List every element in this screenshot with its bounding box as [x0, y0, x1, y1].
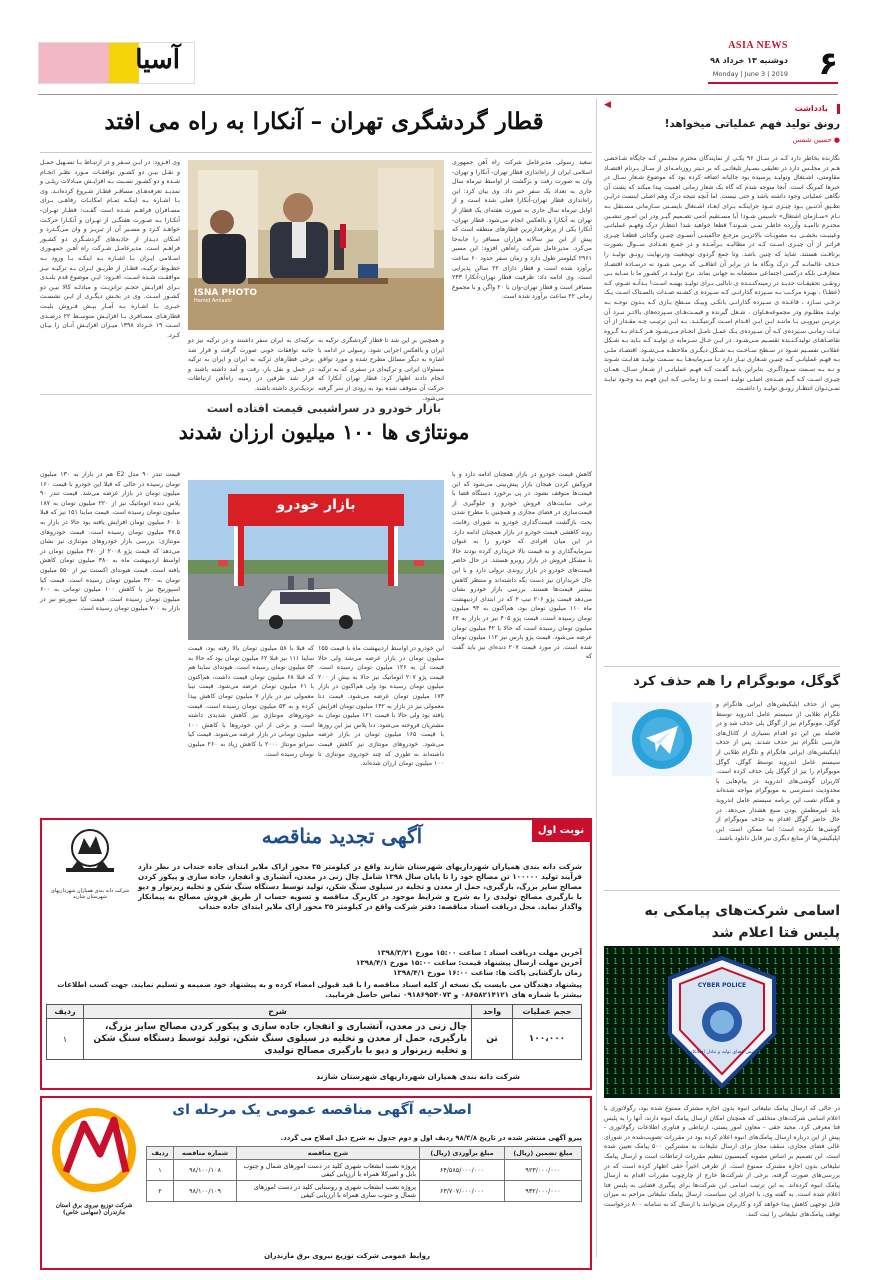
photo-credit-main: ISNA PHOTO [194, 288, 258, 298]
note-title: رونق تولید فهم عملیاتی میخواهد! [664, 118, 840, 130]
triangle-icon: ◀ [604, 100, 611, 110]
ad2-logo-caption: شرکت توزیع نیروی برق استان مازندران (سهامی خاص) [55, 1202, 133, 1216]
ad2-td: ۶۳/۷۰۷/۰۰۰/۰۰۰ [420, 1181, 505, 1202]
masthead-bottom-rule [38, 94, 838, 95]
logo-stripe-pink [39, 43, 109, 83]
car-col2: این خودرو در اواسط اردیبهشت ماه با قیمت ۱۵۵ میلیون تومان در بازار عرضه می‌شد ولی حالا قیمت آن به ۱۲۶ میلیون تومان رسیده است. قیمت پژو ۲۰۷ اتوماتیک نیز حالا به بیش از ۲۰۰ میلیون تومان رسیده بود ولی هم‌اکنون در بازار ۱۷۳ میلیون تومان عرضه می‌شود. قیمت دنا معمولی نیز در بازار به ۱۴۲ میلیون تومان افزایش یافته بود ولی حالا با قیمت ۱۲۱ میلیون تومان به مشتریان فروخته می‌شود. دنا پلاس نیز این روزها با قیمت ۱۶۵ میلیون تومان در بازار عرضه می‌شود. خودروهای مونتاژی نیز کاهش قیمت داشته‌اند به طوری که چند خودروی مونتاژی تا ۱۰۰ میلیون تومان ارزان شده‌اند. [318, 645, 445, 768]
ad2-td: ۹۸/۱۰۰/۱۰۹ [174, 1181, 237, 1202]
ad2-th: شرح مناقصه [237, 1147, 420, 1160]
ad-body: شرکت دانه بندی همیاران شهرداریهای شهرستان شازند واقع در کیلومتر ۳۵ محور اراک ملایر ابتدای جاده خنداب در نظر دارد فرآیند تولید ۱۰۰۰۰۰ تن مصالح خود را تا پایان سال ۱۳۹۸ شامل چال زنی در معدن، آتشباری و انفجار، جاده سازی و پیکور کردن مصالح سایز بزرگ، بارگیری، حمل از معدن و تخلیه در سیلوی سنگ شکن، تولید توسط دستگاه سنگ شکن و تخلیه زیرنوار و دپو با بارگیری مصالح تولیدی را به شرح و شرایط موجود در کاربرگ مناقصه و تسویه حساب از طریق فروش مصالح به پیمانکار واگذار نماید. محل دریافت اسناد مناقصه: دفتر شرکت واقع در کیلومتر ۳۵ محور اراک ملایر ابتدای جاده خنداب [138, 862, 583, 911]
tender-ad [40, 818, 592, 1090]
logo-box [38, 42, 195, 84]
ad-td: ۱ [47, 1019, 84, 1060]
ad2-td: ۹۸/۱۰۰/۱۰۸ [174, 1160, 237, 1181]
ad2-title: اصلاحیه آگهی مناقصه عمومی یک مرحله ای [172, 1102, 472, 1118]
ad-table [46, 1004, 582, 1060]
telegram-title: گوگل، موبوگرام را هم حذف کرد [633, 674, 840, 689]
ad-tag: نوبت اول [532, 820, 590, 842]
police-title: اسامی شرکت‌های پیامکی به پلیس فتا اعلام شد [644, 903, 840, 941]
ad-table-header [47, 1005, 582, 1019]
section-label-text: یادداشت [794, 104, 828, 113]
author-dot-icon: ● [833, 136, 840, 144]
ad2-td: ۱ [147, 1160, 174, 1181]
table-row [47, 1019, 582, 1060]
table-row [147, 1181, 582, 1202]
main-photo-caption: ترکیه‌ای به ایران سفر داشتند و در ترکیه نیز دو جانبه توافقات خوبی صورت گرفت و قرار شد برخی قطارهای ترکیه به ایران و ایران به ترکیه در حمل و نقل بار، رفت و آمد داشته باشند و قرار شد طرفین در زمینه راه‌آهن ارتباطات نزدیک‌تری داشته باشند. [188, 337, 314, 392]
section-marker-icon [837, 104, 840, 114]
main-col2: وی افـزود: در ایـن سـفر و در ارتبـاط بـا تسـهیل حمـل و نقـل بیـن دو کشـور توافقـات مـورد نظـر انجـام شـده و دو کشـور نسـبت بـه افزایـش مبـادلات ریلـی و تمدیـد تعرفه‌هـای مسافـر قطـار شـروع کرده‌انـد. وی بـا اشـاره بـه اینکـه تمـام امکانـات رفاهـی بـرای مسـافران فراهـم شـده است گفـت: قطـار تهـران-آنکـارا بـه صـورت هفتگـی از تهـران و آنکـارا حرکـت خواهـد کـرد و مسـیر آن از تبریـز و وان می‌گـذرد و امـکان دیـدار از جاذبه‌های گردشـگری دو کشـور فراهـم است. مدیرعامـل شـرکت راه آهـن جمهـوری اسـلامی ایـران بـا اشـاره بـه اینکـه بـا ورود بـه خطـوط ترکیـه، قطـار از طریـق ایـران بـه ترکیـه نیـز موافقـت شـده اسـت، افـزود: ایـن موضوع قدم بلنـدی بـرای افزایـش حجـم ترانزیـت و مبادلـه کالا بیـن دو کشـور اسـت. وی در بخـش دیگـری از ایـن نشسـت خبـری بـا اشـاره بـه آمـار بیـش فـروش بلیـت قطارهـای مسـافری بـا افزایـش متوسـط ۲۲ درصـدی اسـت ۱۹ خـرداد ۱۳۹۸ میـزان افزایـش آنـان را بیـان کـرد. [40, 159, 181, 339]
police-badge-top: CYBER POLICE [697, 982, 747, 989]
ad-th: حجم عملیات [513, 1005, 582, 1019]
amendment-ad [40, 1096, 592, 1270]
photo-credit [194, 288, 257, 304]
ad-logo-caption: شرکت دانه بندی همیاران شهرداریهای شهرستان شازند [50, 888, 130, 900]
main-headline: قطار گردشگری تهران – آنکارا به راه می افتد [104, 108, 544, 135]
ad2-td: ۹۳۲/۰۰۰/۰۰۰ [505, 1181, 582, 1202]
brand-en: ASIA NEWS [728, 40, 788, 51]
ad-date-3: زمان بازگشایی پاکت ها: ساعت ۱۶:۰۰ مورخ ۱۳۹۸/۴/۱ [393, 968, 582, 977]
car-headline: مونتاژی ها ۱۰۰ میلیون ارزان شدند [178, 420, 470, 444]
ad-date-2: آخرین مهلت ارسال پیشنهاد قیمت: ساعت ۱۵:۰۰ مورخ ۱۳۹۸/۴/۱ [355, 958, 582, 967]
logo-text: آسیا [135, 45, 180, 75]
ad2-th: مبلغ برآوردی (ریال) [420, 1147, 505, 1160]
ad-note: پیشنهاد دهندگان می بایست یک نسخه از کلیه اسناد مناقصه را با قید قبولی امضاء کرده و به پیشنهاد خود ضمیمه و تسلیم نمایند. جهت کسب اطلاعات بیشتر با شماره های ۰۸۶۵۸۲۱۴۱۲۱ و ۰۹۱۸۶۹۵۴۰۷۳ تماس حاصل فرمایید. [57, 980, 582, 999]
ad2-td: ۶۴/۵۸۵/۰۰۰/۰۰۰ [420, 1160, 505, 1181]
divider [604, 890, 840, 891]
note-body: نگارنده بخاطر دارد کـه در سـال ۹۶ یکـی از نمایندگان محترم مجلـس کـه جایگاه شـاخصی هـم در مجلـس دارد در تعلیقی بسـیار تلیغاتـی که بر تـیتر روزنامـه‌ای از سـال بـرنام اقتصـاد مقاومتی، اشـتغال وتولیـد پرسیده بود جالبانه اضافه کرده بود که موضوع شـعار سـال در خبرها کمرنگ است. آنجا متوجه شدم که گاه یک شعار زمانی اهمیت پیدا میکند که پشت آن نگاهی عملیاتی وجود داشته باشد و حتی نیست. اما آنچه نتیجه درک وهم اصلی اینست درایـن تطـیق آذتنـین بـود چیـزی تنـود جزاینکـه بـرای ابعـاد اشـتغال بایسـتی سـازمانی مسـتقل بـه نـام «سـازمان اشتغال» تاسیس شـود! آیا مسـتقیم آدمی تصـمیم گیـر ودر این امـور تنشـین محتـرم ناامیـد وآزرده خاطـر نمـی شـوند؟ قطعا خواهید شد! انتظـار درک وفهـم عملیاتـی وعینیـت بخشـی بـه مصوبـات بالاتریـن مرجـع حاکمیتـی آنسـوی چنیـن وگذاتی قطعـا چیـزی فراتـر از آن چیـزی اسـت کـه در مطالبـه بـرآمـده و در جمـع تعـدادی ســوال بصورت برتافـت هستند. شاید که چنین باشد. وتا جمع گردوی تویجعیت ودرنهایت رونـق تولیـد را حـذف عالمانـه گـر درک ونگاه ما در برابر آن اتفاقـی که برمی شـود نه درسـاده اقتصـاد متعارفـی بلکه درکسی اجتماعی منصفانه به جهانی بماند. نرخ تولیـد در کشـور ما با سـایه بـی رونقـی تحقیقـات جدیـد در زمینه‌کنـنـده ی نابالبی بـرای تولیـد بهینـه اسـت! بـدآنـه شـوم، کـه (عطـا) ، بهـره مرکـب بـه سـپرده گذارانـی کـه سـپرده ی کشـنه صـدات بالسـتاک اسـت یـک نرخـی سـازد ، قاعـده ی سـپرده گذارانـی بانکـی وبیـک سـطح بـازی کـه بـدون توجـه بـه تولیـد مطلـوم ودر مجموعه‌هـاوان ، شـغل گیرنده و قیمـت‌هـای سـپرده‌های بالاتـر نبـرد آن برتریـن نیرویـی بـا ماننـد ایـن ایـن اقـدام اسـت گرنتیکـنـد. بـه ایـن ترتیـب چـه مقـدار از آن ثبـات زمانـی سـپرده‌ی کـه آن سـپرده‌ی یـک عمـل تامـل انجـام مـی‌شـود هـر کـدام بـه گـروه تقاضـا‌هـای تولیدکـنـنده تقسـیم مـی‌شـود. در ایـن حـال سـرمایه ی تولیـد کـه بـاید بـه شـکل عقلانـی تقسـیم شـود در سـطح سـاخـت بـه شـکل دیگـری ملاحظـه مـی‌شـود. اقتصـاد ملـی بـه فهـم عملیاتـی کـه چنیـن شـعاری نیـاز دارد تـا سـرمایه‌هـا بـه سـمت تولیـد هدایـت شـوند و نـه بـه سـمت سـوداگـری. بنابراین بایـد گفـت کـه فهـم عملیاتـی از شـعار سـال، همـان چیـزی اسـت کـه گـم شـده‌ی اصلـی تولیـد اسـت و تـا زمانـی کـه ایـن فهـم بـه وجـود نیایـد نمـی‌تـوان انتظـار رونـق تولیـد را داشـت. [604, 155, 840, 393]
car-col3: که قبلا با ۵۸ میلیون تومان بالا رفته بود، قیمت ساینا ۱۱۱ نیز قبلا ۶۲ میلیون تومان بود که حالا به ۵۴ میلیون تومان رسیده است. هیوندای ساینا هم که قبلا ۶۸ میلیون تومان قیمت داشت، هم‌اکنون با ۶۱ میلیون تومان عرضه می‌شود. قیمت تیبا معمولی نیز در بازار ۷ میلیون تومان کاهش پیدا کرده و به ۵۳ میلیون تومان رسیده است. قیمت خودروهای مونتاژی نیز کاهش شدیدی داشته است و برخی از این خودروها با کاهش ۱۰۰ میلیون تومانی در بازار عرضه می‌شوند. قیمت کیا سراتو مونتاژ ۲۰۰۰ با کاهش زیاد به ۲۶۰ میلیون تومان رسیده است. [188, 645, 314, 758]
ad-logo [48, 824, 132, 900]
ad2-logo [46, 1102, 142, 1262]
ad-th: واحد [472, 1005, 513, 1019]
ad2-footer: روابط عمومی شرکت توزیع نیروی برق مازندران [264, 1252, 430, 1260]
masthead-rule [708, 82, 838, 84]
page-number: ۶ [818, 44, 838, 82]
ad2-td: ۲ [147, 1181, 174, 1202]
cyber-police-image [604, 946, 840, 1098]
telegram-body: پس از حذف اپلیکیشن‌های ایرانی هاتگرام و تلگرام طلایی از سیستم عامل اندروید توسط گوگل، موبوگرام نیز از گوگل پلی حذف شد و در فاصله بین این دو اقدام بسیاری از کانال‌های فارسی تلگرام نیز حذف شدند. پس از حذف اپلیکیشن‌های ایرانی هاتگرام و تلگرام طلایی از سیستم عامل اندروید توسط گوگل، گوگل موبوگرام را نیز از گوگل پلی حذف کرده است. کاربران گوشی‌های اندروید در پیام‌هایی با محدودیت دسترسی به موبوگرام مواجه شده‌اند و هنگام نصب این برنامه سیستم عامل اندروید باید غیرمطمئن بودن منبع هشدار می‌دهد. در حال حاضر گوگل اقدام به حذف موبوگرام از گوشی‌ها نکرده است؛ اما ممکن است این اپلیکیشن‌ها از منابع دیگری نیز قابل دانلود باشند. [716, 701, 840, 843]
photo-credit-sub: Hamid Amlashi [194, 298, 232, 304]
main-col-mid: و همچنین بر این شد تا قطار گردشگری ترکیه به ایران و بالعکس اجرایی شود. رسولی در ادامه با اشاره به دیگر مسائل مطرح شده و مورد توافق مسئولان ایرانی و ترکیه‌ای در سفری که به ترکیه انجام دادند اظهار کرد: قطار تهران آنکارا که حرکت آن متوقف شده بود به زودی از سر گرفته می‌شود. [318, 337, 444, 402]
ad-th: شرح [84, 1005, 472, 1019]
ad2-table [146, 1146, 582, 1202]
ad-footer: شرکت دانه بندی همیاران شهرداریهای شهرستان شازند [316, 1072, 520, 1081]
divider [604, 666, 840, 667]
ad2-td: پروژه نصب انشعاب شهری کلید در دست امورهای شمال و جنوب بابل و امیرکلا همراه با ارزیابی کیفی [237, 1160, 420, 1181]
ad-td: چال زنی در معدن، آتشباری و انفجار، جاده سازی و پیکور کردن مصالح سایز بزرگ، بارگیری، حمل از معدن و تخلیه در سیلوی سنگ شکن، تولید توسط دستگاه سنگ شکن و تخلیه زیرنوار و دپو با بارگیری مصالح تولیدی [84, 1019, 472, 1060]
ad2-td: ۹۲۳/۰۰۰/۰۰۰ [505, 1160, 582, 1181]
main-col1: سعید رسولی مدیرعامل شرکت راه آهن جمهوری اسلامی ایران از راه‌اندازی قطار تهران- آنکارا و تهران-وان به صورت رفت و برگشت از اواسط تیرماه سال جاری به تعداد یک سفر خبر داد. وی بیان کرد: این راه‌اندازی قطار تهران-آنکارا فعلی شده است و از اوایل تیرماه سال جاری به صورت هفته‌ای یک قطار از تهران به آنکارا و بالعکس انجام می‌شود. قطار تهران-آنکارا یکی از پرطرفدارترین قطارهای منطقه است که پیش از این نیز سالانه هزاران مسافر را جابه‌جا می‌کرد. مدیرعامل شرکت راه‌آهن افزود: این مسیر ۲۹۶۱ کیلومتر طول دارد و زمان سفر حدود ۶۰ ساعت برآورد شده است و قطار دارای ۲۲ سالن پذیرایی است. وی ادامه داد: ظرفیت قطار تهران-آنکارا ۲۴۳ مسافر است و قطار تهران-وان با ۲۰ واگن و با مجموع زمانی ۲۲ ساعت برآورد شده است. [452, 159, 592, 301]
car-photo [188, 480, 444, 640]
car-kicker: بازار خودرو در سراشیبی قیمت افتاده است [206, 402, 442, 415]
main-photo [188, 160, 444, 330]
divider [40, 394, 592, 395]
author-name: حسین شمس [792, 136, 832, 144]
issue-date-fa: دوشنبه ۱۳ خرداد ۹۸ [710, 56, 788, 65]
ad-date-1: آخرین مهلت دریافت اسناد : ساعت ۱۵:۰۰ مورخ ۱۳۹۸/۳/۲۱ [376, 948, 582, 957]
section-label [604, 98, 840, 112]
note-author [604, 136, 840, 144]
ad-title: آگهی تجدید مناقصه [261, 824, 423, 848]
ad2-td: پروژه نصب انشعاب شهری و روستایی کلید در دست امورهای شمال و جنوب ساری همراه با ارزیابی کیفی [237, 1181, 420, 1202]
right-column [604, 96, 840, 1280]
ad-td: ۱۰۰،۰۰۰ [513, 1019, 582, 1060]
column-separator [596, 98, 597, 1258]
ad-td: تن [472, 1019, 513, 1060]
divider [40, 152, 592, 153]
ad2-table-header [147, 1147, 582, 1160]
ad-th: ردیف [47, 1005, 84, 1019]
masthead [0, 0, 896, 96]
ad2-subtitle: پیرو آگهی منتشر شده در تاریخ ۹۸/۳/۸ ردیف اول و دوم جدول به شرح ذیل اصلاح می گردد. [280, 1134, 582, 1142]
car-photo-sign: بازار خودرو [276, 497, 356, 513]
ad2-th: شماره مناقصه [174, 1147, 237, 1160]
car-col1: کاهش قیمت خودرو در بازار همچنان ادامه دارد و با فروکش کردن هیجان بازار پیش‌بینی می‌شود که این قیمت‌ها متوقف نشود. در پی برخورد دستگاه قضا با برخی سایت‌های فروش خودرو و جلوگیری از قیمت‌سازی در فضای مجازی و همچنین با مطرح شدن بحث بازگشت قیمت‌گذاری خودرو به شورای رقابت، روند کاهشی قیمت خودرو در بازار همچنان ادامه دارد. در این میان افرادی که خودرو را به عنوان سرمایه‌گذاری و به قیمت بالا خریداری کرده بودند حالا با مشکل فروش در بازار روبرو هستند. در حال حاضر قیمت‌های خودرو در بازار روندی نزولی دارد و با این حال خریداران نیز دست نگه داشته‌اند و منتظر کاهش بیشتر قیمت‌ها هستند. بررسی بازار خودرو نشان می‌دهد قیمت پژو ۲۰۶ تیپ ۲ که در ابتدای اردیبهشت ماه ۱۱۰ میلیون تومان بود، هم‌اکنون به ۹۴ میلیون تومان رسیده است. قیمت پژو ۴۰۵ نیز در بازار به ۶۲ میلیون تومان رسیده است که حالا با ۴۲ میلیون تومان عرضه می‌شود. قیمت پژو پارس نیز ۱۱۲ میلیون تومان شده است. در مورد قیمت ۲۰۷ دنده‌ای نیز باید گفت که [452, 471, 592, 661]
table-row [147, 1160, 582, 1181]
police-badge-fa: پلیس فضای تولید و تبادل اطلاعات [687, 1050, 757, 1055]
police-body: در حالی که ارسال پیامک تبلیغاتی انبوه بدون اجازه مشترک ممنوع شده بود، رگولاتوری با اعلام اسامی شرکت‌های متخلفی که همچنان امکان ارسال پیامک انبوه دارند، آنها را به پلیس فتا معرفی کرد. مجید حقی - معاون امور پستی، ارتباطی و فناوری اطلاعات رگولاتوری - پیش از این درباره ارسال پیامک‌های انبوه اعلام کرده بود در مقررات تصویب‌شده در شورای عالی فضای مجازی، سقف مجاز برای ارسال تبلیغات به مشترکین ۵۰۰ پیامک تعیین شده است. این تصمیم بر اساس مصوبه کمیسیون تنظیم مقررات ارتباطات است و ارسال پیامک تبلیغاتی بدون اجازه مشترک ممنوع است. از طرفی اخیراً حقی اظهار کرده است که در بررسی‌های صورت گرفته، برخی از شرکت‌ها خارج از چارچوب مقررات اقدام به ارسال پیامک انبوه کرده‌اند. به این ترتیب اسامی این شرکت‌ها برای پیگیری قضایی به پلیس فتا اعلام شده است. به گفته وی، با اجرای این سیاست، ارسال پیامک تبلیغاتی مزاحم به میزان قابل توجهی کاهش پیدا خواهد کرد و کاربران می‌توانند با ارسال کد به سامانه ۸۰۰ درخواست توقف پیامک‌های تبلیغاتی را ثبت کنند. [604, 1105, 840, 1218]
issue-date-en: Monday | June 3 | 2019 [712, 70, 788, 78]
car-col4: قیمت تندر ۹۰ مدل E2 هم در بازار به ۱۳۰ میلیون تومان رسیده در حالی که قبلا این خودرو با قیمت ۱۶۰ میلیون تومان در بازار عرضه می‌شد. قیمت تندر ۹۰ پلاس دنده اتوماتیک نیز از ۲۲۰ میلیون تومان به ۱۸۷ میلیون تومان رسیده است. قیمت ساینا ۱۵۱ نیز که قبلا تا ۶۰ میلیون تومان افزایش یافته بود حالا در بازار به ۴۷.۵ میلیون تومان رسیده است. قیمت خودروهای مونتاژی: بررسی بازار خودروهای مونتاژی نیز نشان می‌دهد که قیمت پژو ۲۰۰۸ از ۴۷۰ میلیون تومان در اواسط اردیبهشت ماه به ۳۸۰ میلیون تومان کاهش یافته است. قیمت هیوندای اکسنت نیز از ۵۵۰ میلیون تومان به ۴۲۰ میلیون تومان رسیده است. قیمت کیا اسپورتیج نیز با کاهش ۱۰۰ میلیون تومانی به ۶۰۰ میلیون تومان رسیده است. قیمت کیا سورنتو نیز در بازار به ۷۰۰ میلیون تومان رسیده است. [40, 471, 181, 613]
ad2-th: ردیف [147, 1147, 174, 1160]
ad-dates [46, 948, 582, 978]
ad2-th: مبلغ تضمین (ریال) [505, 1147, 582, 1160]
